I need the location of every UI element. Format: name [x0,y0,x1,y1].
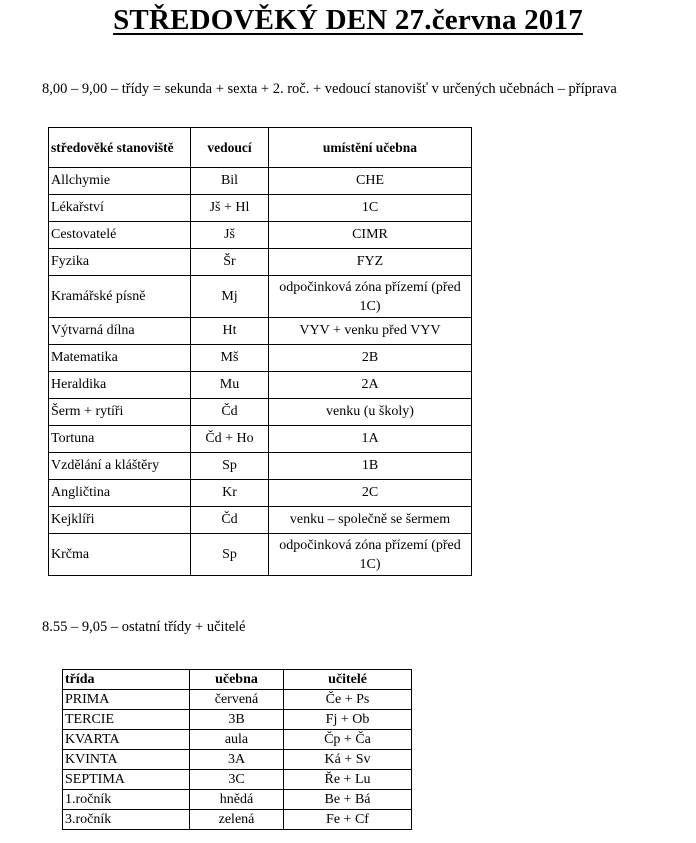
class-name: KVARTA [63,730,190,750]
stations-table [48,127,472,576]
station-leader: Mj [191,276,269,318]
station-name: Kramářské písně [49,276,191,318]
table-row [49,249,472,276]
table-row [63,730,412,750]
station-leader: Jš + Hl [191,195,269,222]
table-row [49,276,472,318]
table-row [49,345,472,372]
station-name: Šerm + rytíři [49,399,191,426]
station-name: Krčma [49,534,191,576]
table-row [49,453,472,480]
table-row [49,372,472,399]
station-location: 2A [269,372,472,399]
header-leader: vedoucí [191,128,269,168]
class-teachers: Čp + Ča [284,730,412,750]
station-location: 1C [269,195,472,222]
station-leader: Šr [191,249,269,276]
class-name: 3.ročník [63,810,190,830]
station-leader: Jš [191,222,269,249]
class-name: TERCIE [63,710,190,730]
table-row [49,534,472,576]
station-location: 2C [269,480,472,507]
class-room: 3A [190,750,284,770]
station-location: CIMR [269,222,472,249]
class-teachers: Fe + Cf [284,810,412,830]
header-class: třída [63,670,190,690]
station-name: Fyzika [49,249,191,276]
class-name: SEPTIMA [63,770,190,790]
station-name: Výtvarná dílna [49,318,191,345]
page-title: STŘEDOVĚKÝ DEN 27.června 2017 [113,4,583,36]
table-row [63,790,412,810]
table-row [63,770,412,790]
station-name: Vzdělání a kláštěry [49,453,191,480]
station-location: 1A [269,426,472,453]
table-row [49,507,472,534]
class-teachers: Ká + Sv [284,750,412,770]
class-teachers: Ře + Lu [284,770,412,790]
table-row [63,710,412,730]
station-leader: Bil [191,168,269,195]
station-name: Matematika [49,345,191,372]
station-location: FYZ [269,249,472,276]
table-row [49,318,472,345]
header-room: učebna [190,670,284,690]
classes-table [62,669,412,830]
table-row [63,750,412,770]
station-leader: Čd [191,507,269,534]
station-location: CHE [269,168,472,195]
station-name: Allchymie [49,168,191,195]
station-name: Cestovatelé [49,222,191,249]
class-name: 1.ročník [63,790,190,810]
stations-header-row [49,128,472,168]
station-leader: Sp [191,453,269,480]
table-row [49,168,472,195]
station-leader: Mu [191,372,269,399]
station-name: Heraldika [49,372,191,399]
header-station: středověké stanoviště [49,128,191,168]
class-room: zelená [190,810,284,830]
class-teachers: Fj + Ob [284,710,412,730]
class-teachers: Če + Ps [284,690,412,710]
station-leader: Ht [191,318,269,345]
table-row [63,810,412,830]
class-room: hnědá [190,790,284,810]
station-leader: Mš [191,345,269,372]
station-name: Tortuna [49,426,191,453]
station-leader: Kr [191,480,269,507]
header-teachers: učitelé [284,670,412,690]
schedule-others-text: 8.55 – 9,05 – ostatní třídy + učitelé [42,619,246,635]
table-row [49,399,472,426]
table-row [63,690,412,710]
station-location: venku (u školy) [269,399,472,426]
table-row [49,426,472,453]
station-name: Kejklíři [49,507,191,534]
table-row [49,480,472,507]
classes-header-row [63,670,412,690]
station-location: VYV + venku před VYV [269,318,472,345]
station-location: venku – společně se šermem [269,507,472,534]
table-row [49,195,472,222]
class-room: 3B [190,710,284,730]
station-location: odpočinková zóna přízemí (před 1C) [269,534,472,576]
class-name: PRIMA [63,690,190,710]
station-location: odpočinková zóna přízemí (před 1C) [269,276,472,318]
class-teachers: Be + Bá [284,790,412,810]
class-room: aula [190,730,284,750]
station-name: Lékařství [49,195,191,222]
schedule-prep-text: 8,00 – 9,00 – třídy = sekunda + sexta + 2. roč. + vedoucí stanovišť v určených učebnách – příprava [42,81,617,97]
class-room: 3C [190,770,284,790]
table-row [49,222,472,249]
station-leader: Sp [191,534,269,576]
station-leader: Čd [191,399,269,426]
station-location: 2B [269,345,472,372]
class-room: červená [190,690,284,710]
station-leader: Čd + Ho [191,426,269,453]
class-name: KVINTA [63,750,190,770]
station-name: Angličtina [49,480,191,507]
header-location: umístění učebna [269,128,472,168]
station-location: 1B [269,453,472,480]
